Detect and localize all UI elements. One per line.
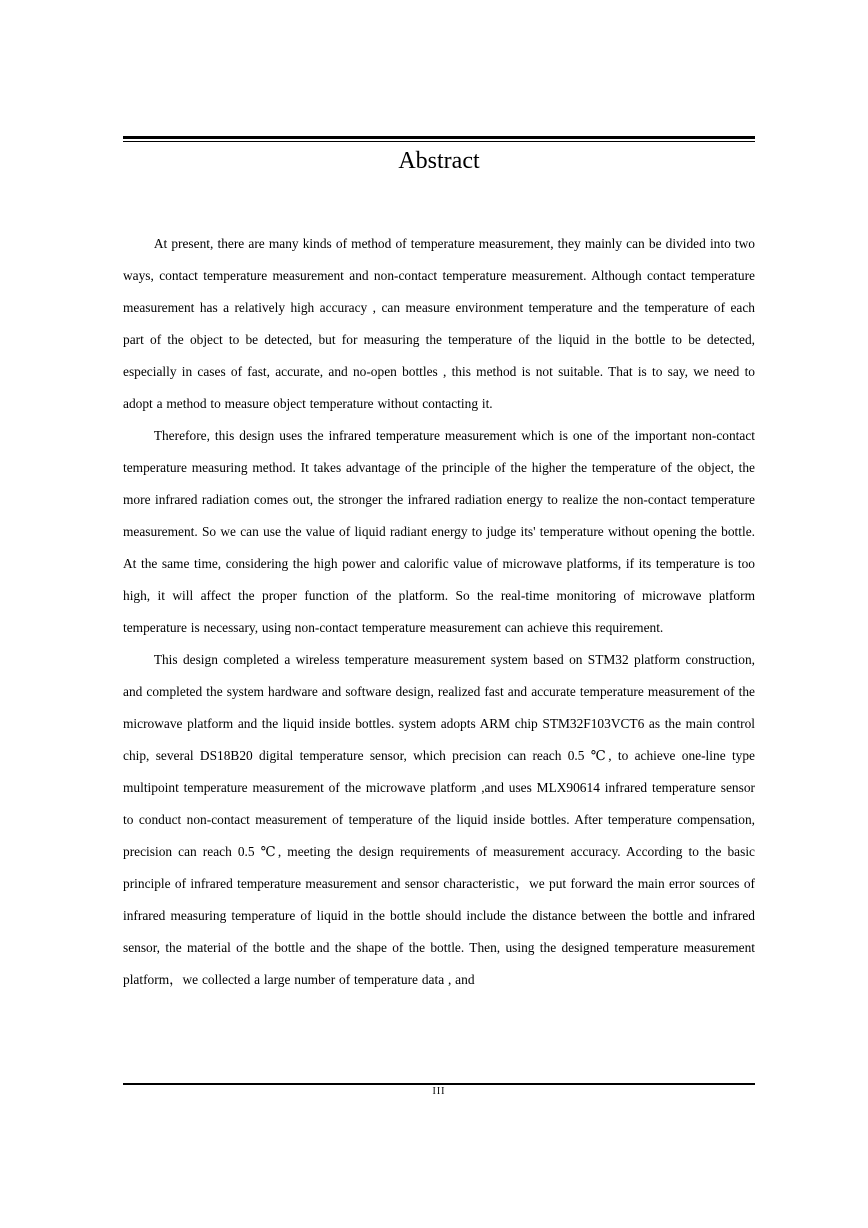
- abstract-paragraph-3: This design completed a wireless temperature measurement system based on STM32 platform construction, and completed the system hardware and software design, realized fast and accurate temperature measurement of the microwave platform and the liquid inside bottles. system adopts ARM chip STM32F103VCT6 as the main control chip, several DS18B20 digital temperature sensor, which precision can reach 0.5 ℃, to achieve one-line type multipoint temperature measurement of the microwave platform ,and uses MLX90614 infrared temperature sensor to conduct non-contact measurement of temperature of the liquid inside bottles. After temperature compensation, precision can reach 0.5 ℃, meeting the design requirements of measurement accuracy. According to the basic principle of infrared temperature measurement and sensor characteristic，we put forward the main error sources of infrared measuring temperature of liquid in the bottle should include the distance between the bottle and infrared sensor, the material of the bottle and the shape of the bottle. Then, using the designed temperature measurement platform，we collected a large number of temperature data , and: [123, 652, 755, 987]
- header-rule: [123, 136, 755, 142]
- abstract-body: [123, 228, 755, 996]
- abstract-paragraph-2: Therefore, this design uses the infrared temperature measurement which is one of the important non-contact temperature measuring method. It takes advantage of the principle of the higher the temperature of the object, the more infrared radiation comes out, the stronger the infrared radiation energy to realize the non-contact temperature measurement. So we can use the value of liquid radiant energy to judge its' temperature without opening the bottle. At the same time, considering the high power and calorific value of microwave platforms, if its temperature is too high, it will affect the proper function of the platform. So the real-time monitoring of microwave platform temperature is necessary, using non-contact temperature measurement can achieve this requirement.: [123, 428, 755, 635]
- abstract-paragraph-1: At present, there are many kinds of method of temperature measurement, they mainly can be divided into two ways, contact temperature measurement and non-contact temperature measurement. Although contact temperature measurement has a relatively high accuracy , can measure environment temperature and the temperature of each part of the object to be detected, but for measuring the temperature of the liquid in the bottle to be detected, especially in cases of fast, accurate, and no-open bottles , this method is not suitable. That is to say, we need to adopt a method to measure object temperature without contacting it.: [123, 236, 755, 411]
- page-title: Abstract: [398, 148, 480, 174]
- page-number: III: [432, 1086, 446, 1097]
- footer-rule: [123, 1083, 755, 1085]
